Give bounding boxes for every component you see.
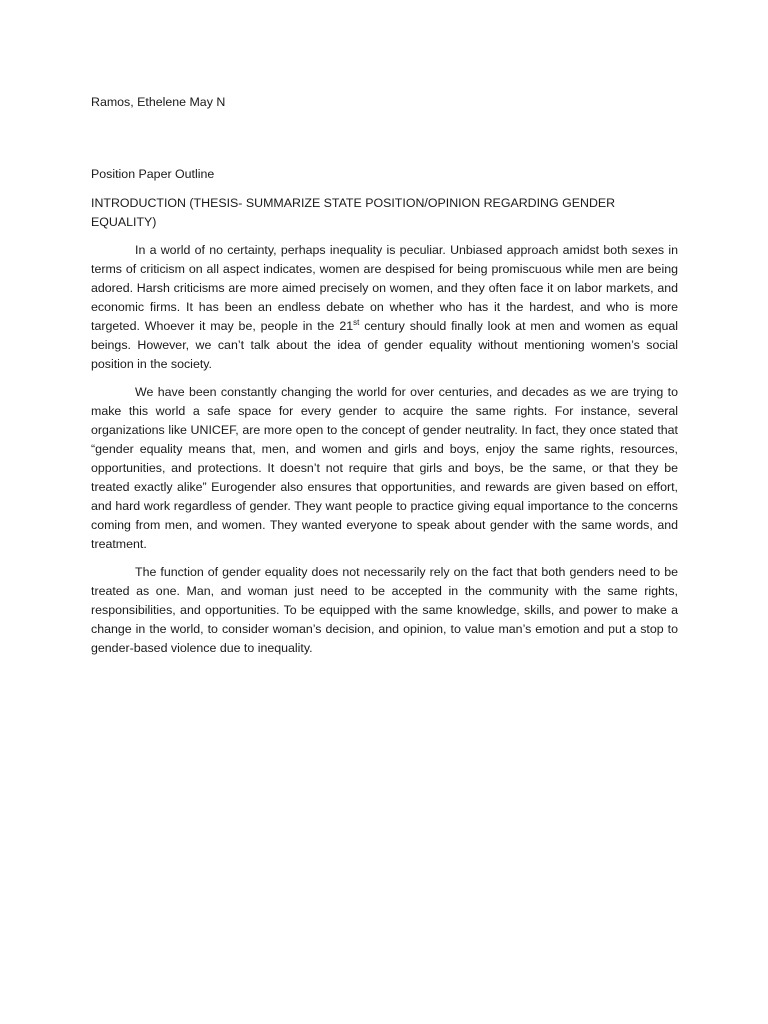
paragraph-1-text-b: century should finally look at men and women as equal beings. However, we can’t talk about the idea of gender equality without mentioning women’s social position in the society. — [91, 319, 679, 371]
paragraph-2: We have been constantly changing the world for over centuries, and decades as we are trying to make this world a safe space for every gender to acquire the same rights. For instance, several organizations like UNICEF, are more open to the concept of gender neutrality. In fact, they once stated that “gender equality means that, men, and women and girls and boys, enjoy the same rights, resources, opportunities, and protections. It doesn’t not require that girls and boys, be the same, or that they be treated exactly alike” Eurogender also ensures that opportunities, and rewards are given based on effort, and hard work regardless of gender. They want people to practice giving equal importance to the concerns coming from men, and women. They wanted everyone to speak about gender with the same words, and treatment. — [91, 385, 678, 551]
ordinal-suffix: st — [353, 317, 360, 327]
paragraph-1-text-a: In a world of no certainty, perhaps inequality is peculiar. Unbiased approach amidst both sexes in terms of criticism on all aspect indicates, women are despised for being promiscuous while men are being adored. Harsh criticisms are more aimed precisely on women, and they often face it on labor markets, and economic firms. It has been an endless debate on whether who has it the hardest, and who is more targeted. Whoever it may be, people in the 21 — [91, 243, 678, 333]
document-body — [91, 93, 678, 658]
paragraph-1 — [91, 241, 678, 374]
author-name: Ramos, Ethelene May N — [91, 95, 226, 109]
paragraph-3: The function of gender equality does not necessarily rely on the fact that both genders need to be treated as one. Man, and woman just need to be accepted in the community with the same rights, responsibilities, and opportunities. To be equipped with the same knowledge, skills, and power to make a change in the world, to consider woman’s decision, and opinion, to value man’s emotion and put a stop to gender-based violence due to inequality. — [91, 565, 678, 655]
introduction-heading: INTRODUCTION (THESIS- SUMMARIZE STATE POSITION/OPINION REGARDING GENDER EQUALITY) — [91, 196, 616, 229]
outline-title: Position Paper Outline — [91, 167, 215, 181]
